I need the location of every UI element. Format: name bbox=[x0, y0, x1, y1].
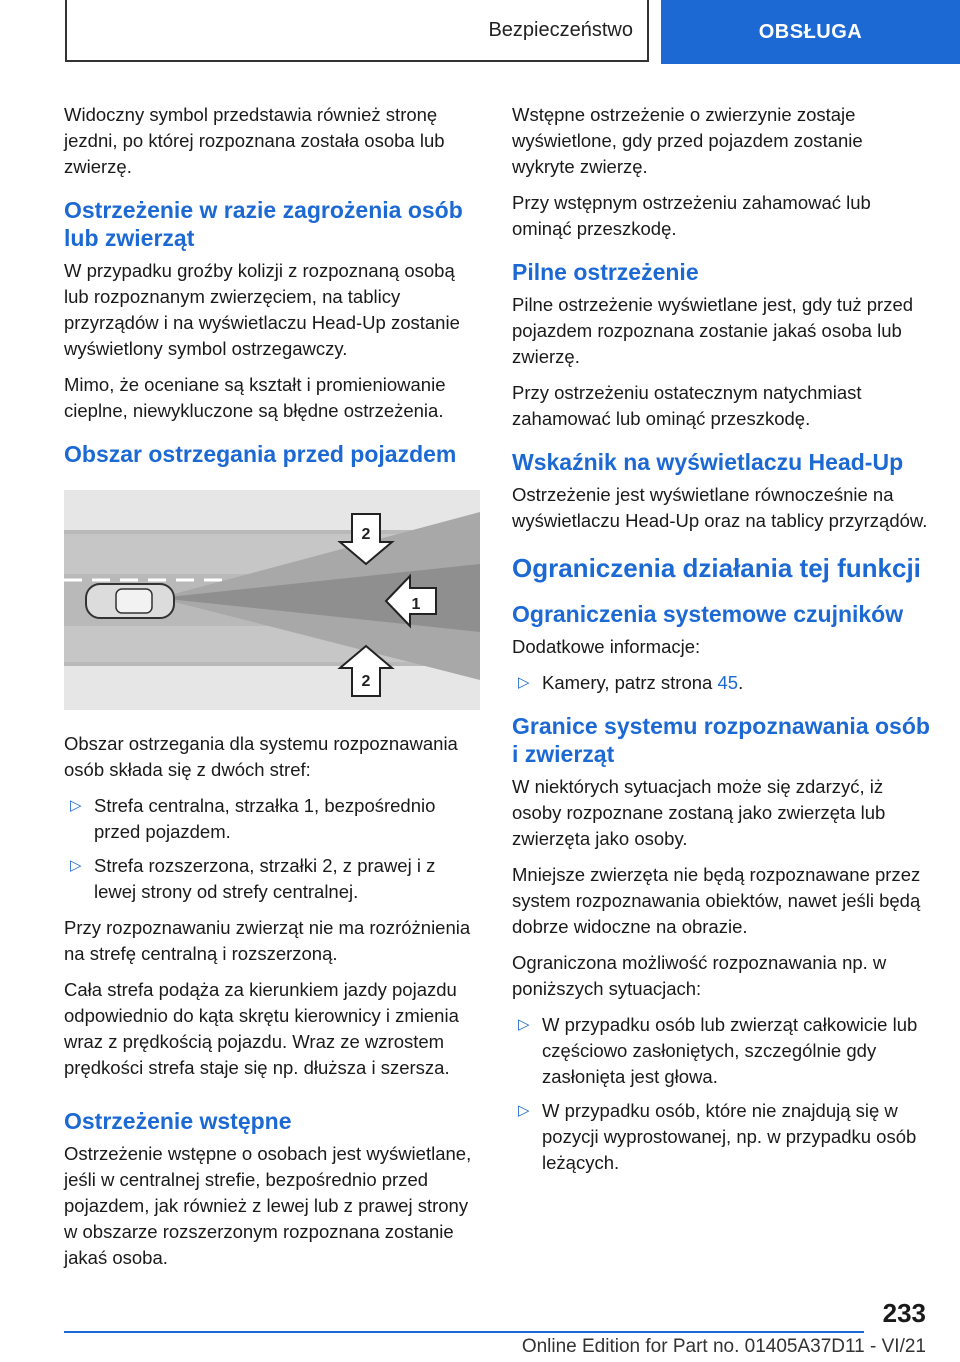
list-item-text: Strefa rozszerzona, strzałki 2, z prawej i z lewej strony od strefy centralnej. bbox=[94, 855, 436, 902]
section-title bbox=[65, 0, 649, 62]
heading-warning-area: Obszar ostrzegania przed pojazdem bbox=[64, 441, 457, 467]
paragraph: W przypadku groźby kolizji z rozpoznaną osobą lub rozpoznanym zwierzęciem, na tablicy przyrządów i na wyświetlaczu Head-Up zostanie wyświetlony symbol ostrzegawczy. bbox=[64, 260, 460, 359]
chapter-tab[interactable] bbox=[661, 0, 960, 64]
paragraph: Wstępne ostrzeżenie o zwierzynie zostaje wyświetlone, gdy przed pojazdem zostanie wykryte zwierzę. bbox=[512, 104, 863, 177]
edition-text: Online Edition for Part no. 01405A37D11 - VI/21 bbox=[521, 1336, 926, 1357]
page-number: 233 bbox=[882, 1298, 926, 1328]
paragraph: W niektórych sytuacjach może się zdarzyć, iż osoby rozpoznane zostaną jako zwierzęta lub zwierzęta jako osoby. bbox=[512, 776, 886, 849]
triangle-bullet-icon: ▷ bbox=[518, 1016, 530, 1033]
paragraph: Widoczny symbol przedstawia również stronę jezdni, po której rozpoznana została osoba lub zwierzę. bbox=[64, 104, 445, 177]
list-item bbox=[64, 853, 482, 905]
chapter-tab-label: OBSŁUGA bbox=[758, 20, 863, 43]
paragraph: Ostrzeżenie jest wyświetlane równocześnie na wyświetlaczu Head-Up oraz na tablicy przyrządów. bbox=[512, 484, 928, 531]
arrow-2-bottom-label: 2 bbox=[361, 673, 371, 690]
paragraph: Przy rozpoznawaniu zwierząt nie ma rozróżnienia na strefę centralną i rozszerzoną. bbox=[64, 917, 471, 964]
paragraph: Przy ostrzeżeniu ostatecznym natychmiast zahamować lub ominąć przeszkodę. bbox=[512, 382, 862, 429]
paragraph: Mimo, że oceniane są kształt i promieniowanie cieplne, niewykluczone są błędne ostrzeżenia. bbox=[64, 374, 446, 421]
triangle-bullet-icon: ▷ bbox=[70, 797, 82, 814]
paragraph: Obszar ostrzegania dla systemu rozpoznawania osób składa się z dwóch stref: bbox=[64, 733, 458, 780]
heading-sensor-limits: Ograniczenia systemowe czujników bbox=[512, 601, 904, 627]
list-item-text: Strefa centralna, strzałka 1, bezpośrednio przed pojazdem. bbox=[94, 795, 436, 842]
paragraph: Cała strefa podąża za kierunkiem jazdy pojazdu odpowiednio do kąta skrętu kierownicy i zmienia wraz z prędkością pojazdu. Wraz ze wzrostem prędkości strefa staje się np. dłuższa i szersza. bbox=[64, 979, 459, 1078]
list-item bbox=[512, 1012, 930, 1090]
list-item bbox=[512, 1098, 930, 1176]
paragraph: Mniejsze zwierzęta nie będą rozpoznawane przez system rozpoznawania obiektów, nawet jeśli będą dobrze widoczne na obrazie. bbox=[512, 864, 921, 937]
left-column bbox=[64, 102, 482, 1281]
page-header bbox=[0, 0, 960, 66]
car-icon bbox=[86, 584, 174, 618]
triangle-bullet-icon: ▷ bbox=[518, 1102, 530, 1119]
paragraph: Ostrzeżenie wstępne o osobach jest wyświetlane, jeśli w centralnej strefie, bezpośrednio przed pojazdem, jak również z lewej lub z prawej strony w obszarze rozszerzonym rozpoznana zostanie jakaś osoba. bbox=[64, 1143, 472, 1268]
paragraph: Przy wstępnym ostrzeżeniu zahamować lub ominąć przeszkodę. bbox=[512, 192, 871, 239]
paragraph: Ograniczona możliwość rozpoznawania np. w poniższych sytuacjach: bbox=[512, 952, 887, 999]
list-item-text-end: . bbox=[738, 672, 744, 693]
right-column bbox=[512, 102, 930, 1186]
limitations-list bbox=[512, 1012, 930, 1176]
triangle-bullet-icon: ▷ bbox=[70, 857, 82, 874]
triangle-bullet-icon: ▷ bbox=[518, 674, 530, 691]
list-item-text: Kamery, patrz strona bbox=[542, 672, 718, 693]
section-title-text: Bezpieczeństwo bbox=[488, 18, 633, 41]
paragraph: Pilne ostrzeżenie wyświetlane jest, gdy tuż przed pojazdem rozpoznana zostanie jakaś osoba lub zwierzę. bbox=[512, 294, 914, 367]
list-item-text: W przypadku osób, które nie znajdują się w pozycji wyprostowanej, np. w przypadku osób leżących. bbox=[542, 1100, 917, 1173]
list-item bbox=[64, 793, 482, 845]
footer-divider bbox=[64, 1331, 864, 1333]
paragraph: Dodatkowe informacje: bbox=[512, 636, 701, 657]
list-item bbox=[512, 670, 930, 696]
heading-pre-warning: Ostrzeżenie wstępne bbox=[64, 1108, 292, 1134]
heading-hud-indicator: Wskaźnik na wyświetlaczu Head-Up bbox=[512, 449, 904, 475]
arrow-2-top-label: 2 bbox=[361, 526, 371, 543]
heading-recognition-bounds: Granice systemu rozpoznawania osób i zwierząt bbox=[512, 713, 930, 767]
list-item-text: W przypadku osób lub zwierząt całkowicie lub częściowo zasłoniętych, szczególnie gdy zasłonięta jest głowa. bbox=[542, 1014, 918, 1087]
sensor-list bbox=[512, 670, 930, 696]
heading-warning: Ostrzeżenie w razie zagrożenia osób lub zwierząt bbox=[64, 197, 463, 251]
zones-list bbox=[64, 793, 482, 905]
heading-function-limits: Ograniczenia działania tej funkcji bbox=[512, 553, 921, 583]
page-link[interactable]: 45 bbox=[717, 672, 739, 693]
warning-area-diagram bbox=[64, 490, 480, 710]
arrow-1-label: 1 bbox=[411, 596, 421, 613]
heading-urgent-warning: Pilne ostrzeżenie bbox=[512, 259, 699, 285]
